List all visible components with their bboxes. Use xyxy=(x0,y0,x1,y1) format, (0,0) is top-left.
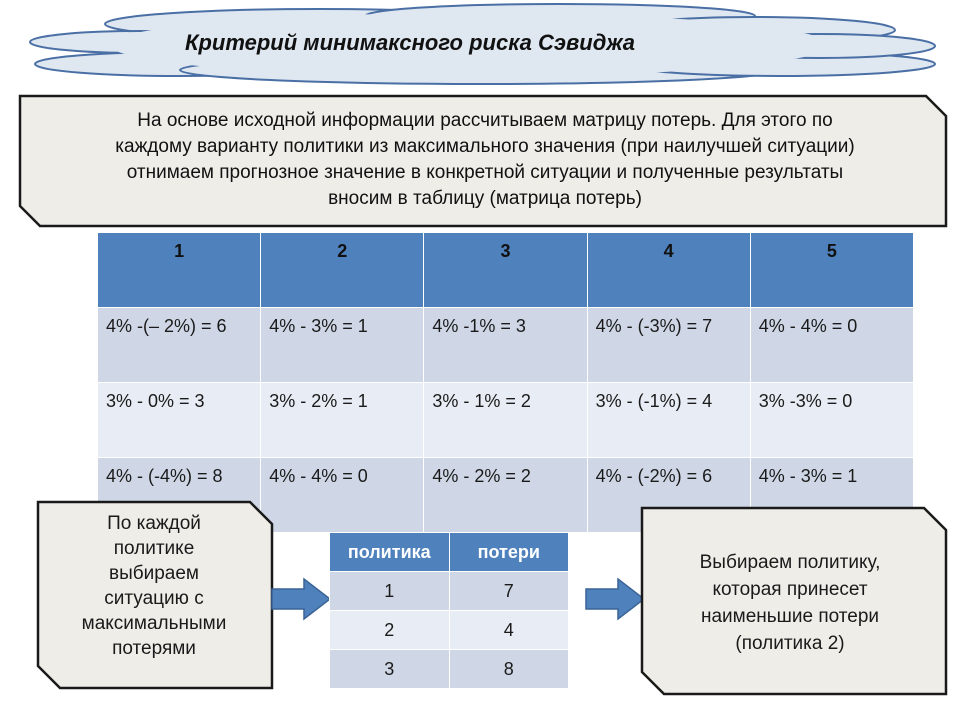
small-table-cell: 2 xyxy=(330,611,450,650)
matrix-cell: 4% - 4% = 0 xyxy=(750,308,913,383)
small-table-cell: 7 xyxy=(449,572,569,611)
intro-line: вносим в таблицу (матрица потерь) xyxy=(328,188,642,209)
right-arrow-icon xyxy=(584,577,646,621)
left-note-line: ситуацию с xyxy=(104,588,204,609)
left-note-line: По каждой xyxy=(107,513,201,534)
right-note-line: наименьшие потери xyxy=(700,606,880,627)
small-table-header-cell: политика xyxy=(330,533,450,572)
left-note-line: выбираем xyxy=(108,563,199,584)
policy-loss-table xyxy=(329,532,569,689)
matrix-cell: 4% - (-4%) = 8 xyxy=(98,458,261,533)
matrix-cell: 4% -1% = 3 xyxy=(424,308,587,383)
right-note-line: которая принесет xyxy=(712,579,868,600)
small-table-row xyxy=(330,611,569,650)
right-note-line: Выбираем политику, xyxy=(699,552,881,573)
matrix-header-cell: 4 xyxy=(587,233,750,308)
matrix-row xyxy=(98,308,914,383)
matrix-header-cell: 3 xyxy=(424,233,587,308)
left-note-line: максимальными xyxy=(81,613,227,634)
intro-text xyxy=(40,108,930,212)
matrix-header-cell: 2 xyxy=(261,233,424,308)
matrix-header-cell: 1 xyxy=(98,233,261,308)
small-table-cell: 3 xyxy=(330,650,450,689)
intro-line: каждому варианту политики из максимального значения (при наилучшей ситуации) xyxy=(115,136,855,157)
matrix-header-row xyxy=(98,233,914,308)
matrix-cell: 4% -(– 2%) = 6 xyxy=(98,308,261,383)
small-table-cell: 1 xyxy=(330,572,450,611)
right-arrow-icon xyxy=(270,577,332,621)
page-title: Критерий минимаксного риска Сэвиджа xyxy=(184,30,636,55)
small-table-cell: 4 xyxy=(449,611,569,650)
intro-line: На основе исходной информации рассчитываем матрицу потерь. Для этого по xyxy=(137,110,833,131)
right-note-line: (политика 2) xyxy=(735,633,845,654)
matrix-cell: 3% - 2% = 1 xyxy=(261,383,424,458)
matrix-row xyxy=(98,383,914,458)
loss-matrix xyxy=(97,232,914,533)
matrix-cell: 4% - 3% = 1 xyxy=(750,458,913,533)
matrix-cell: 3% -3% = 0 xyxy=(750,383,913,458)
matrix-cell: 4% - (-2%) = 6 xyxy=(587,458,750,533)
matrix-cell: 4% - (-3%) = 7 xyxy=(587,308,750,383)
matrix-cell: 3% - (-1%) = 4 xyxy=(587,383,750,458)
matrix-cell: 4% - 3% = 1 xyxy=(261,308,424,383)
right-note-text xyxy=(660,549,920,657)
left-note-text xyxy=(48,511,260,661)
small-table-row xyxy=(330,572,569,611)
left-note-line: политике xyxy=(113,538,195,559)
matrix-cell: 4% - 4% = 0 xyxy=(261,458,424,533)
small-table-header-cell: потери xyxy=(449,533,569,572)
matrix-cell: 3% - 0% = 3 xyxy=(98,383,261,458)
left-note-line: потерями xyxy=(112,638,196,659)
matrix-cell: 3% - 1% = 2 xyxy=(424,383,587,458)
matrix-cell: 4% - 2% = 2 xyxy=(424,458,587,533)
small-table-cell: 8 xyxy=(449,650,569,689)
small-table-row xyxy=(330,650,569,689)
small-table-header-row xyxy=(330,533,569,572)
intro-line: отнимаем прогнозное значение в конкретной ситуации и полученные результаты xyxy=(126,162,844,183)
matrix-header-cell: 5 xyxy=(750,233,913,308)
